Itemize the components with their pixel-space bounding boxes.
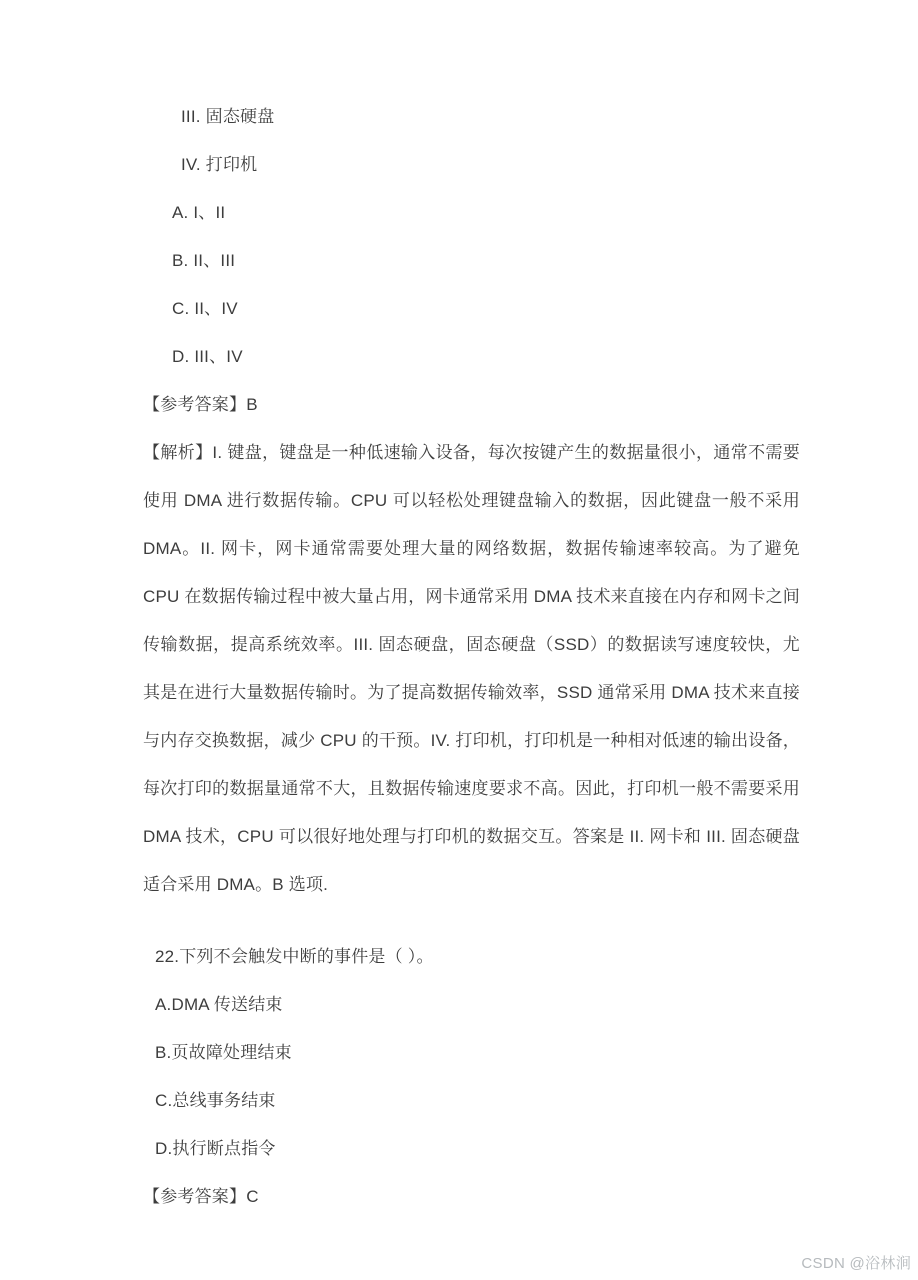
csdn-watermark: CSDN @浴林涧 [801,1255,911,1272]
q21-option-b: B. II、III [172,251,236,270]
q21-reference-answer: 【参考答案】B [143,395,258,414]
q22-reference-answer: 【参考答案】C [143,1187,259,1206]
q22-title: 22.下列不会触发中断的事件是（ ）。 [155,947,434,966]
q21-option-d: D. III、IV [172,347,243,366]
document-content [143,93,800,1221]
q22-option-b: B.页故障处理结束 [155,1043,292,1062]
q21-analysis-paragraph: 【解析】I. 键盘，键盘是一种低速输入设备，每次按键产生的数据量很小，通常不需要使用 DMA 进行数据传输。CPU 可以轻松处理键盘输入的数据，因此键盘一般不采用 DMA。II. 网卡，网卡通常需要处理大量的网络数据，数据传输速率较高。为了避免 CPU 在数据传输过程中被大量占用，网卡通常采用 DMA 技术来直接在内存和网卡之间传输数据，提高系统效率。III. 固态硬盘，固态硬盘（SSD）的数据读写速度较快，尤其是在进行大量数据传输时。为了提高数据传输效率，SSD 通常采用 DMA 技术来直接与内存交换数据，减少 CPU 的干预。IV. 打印机，打印机是一种相对低速的输出设备，每次打印的数据量通常不大，且数据传输速度要求不高。因此，打印机一般不需要采用 DMA 技术，CPU 可以很好地处理与打印机的数据交互。答案是 II. 网卡和 III. 固态硬盘适合采用 DMA。B 选项. [143,443,800,894]
q22-option-d: D.执行断点指令 [155,1139,276,1158]
q22-option-c: C.总线事务结束 [155,1091,276,1110]
q21-option-a: A. I、II [172,203,226,222]
q22-option-a: A.DMA 传送结束 [155,995,283,1014]
q21-list-item-iv: IV. 打印机 [181,155,258,174]
q21-list-item-iii: III. 固态硬盘 [181,107,275,126]
q21-option-c: C. II、IV [172,299,238,318]
